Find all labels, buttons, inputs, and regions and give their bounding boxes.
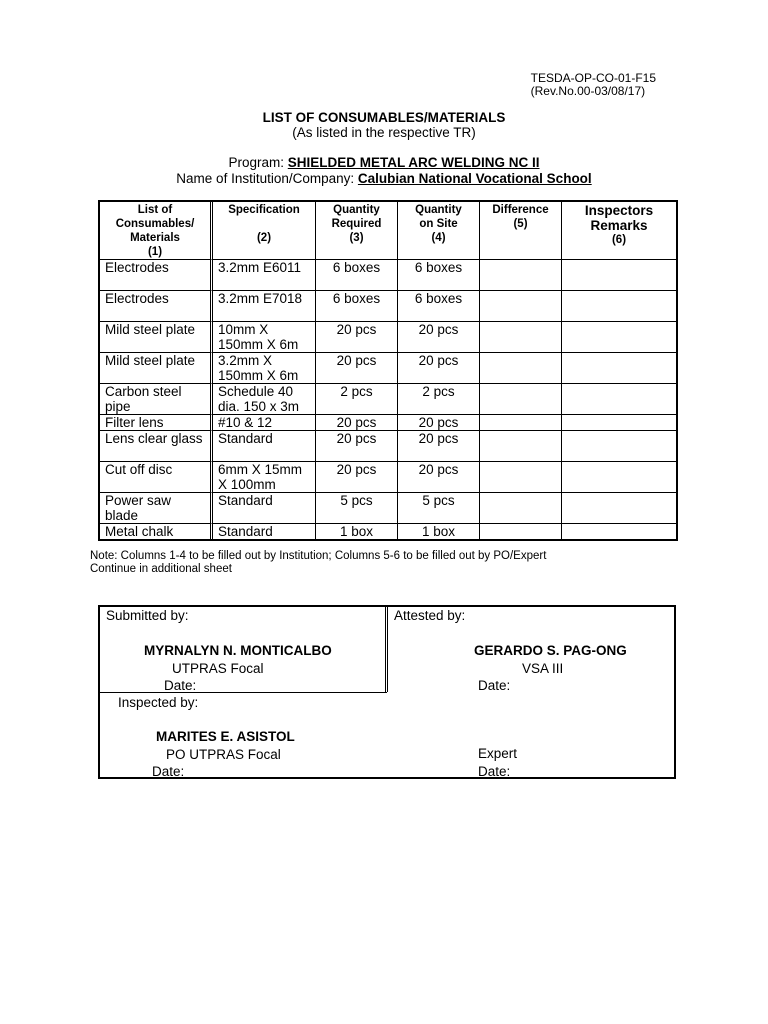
submitted-by-label: Submitted by: [106,608,189,623]
submitted-name: MYRNALYN N. MONTICALBO [144,643,332,658]
cell-difference [480,462,562,493]
cell-quantity-on-site: 20 pcs [398,415,480,431]
program-value: SHIELDED METAL ARC WELDING NC II [287,155,540,170]
header-specification [213,202,316,260]
table-row [100,524,678,539]
submitted-title: UTPRAS Focal [172,661,264,676]
cell-specification: 3.2mm X 150mm X 6m [213,353,316,384]
header-line: List of [137,204,173,216]
cell-quantity-required: 20 pcs [316,353,398,384]
cell-remarks [562,415,678,431]
table-row [100,353,678,384]
header-line: Materials [130,232,180,244]
cell-quantity-on-site: 20 pcs [398,353,480,384]
attested-by-label: Attested by: [394,608,466,623]
cell-remarks [562,260,678,291]
header-difference [480,202,562,260]
document-code [531,72,656,98]
cell-item: Filter lens [100,415,213,431]
institution-line [0,171,768,187]
attested-date: Date: [478,678,511,693]
header-line: on Site [419,218,458,230]
cell-quantity-required: 1 box [316,524,398,539]
cell-quantity-required: 6 boxes [316,291,398,322]
header-line: (5) [513,218,528,230]
cell-specification: 10mm X 150mm X 6m [213,322,316,353]
cell-item: Lens clear glass [100,431,213,462]
cell-specification: #10 & 12 [213,415,316,431]
header-line: (3) [349,232,364,244]
revision-number: (Rev.No.00-03/08/17) [530,84,646,98]
cell-quantity-on-site: 5 pcs [398,493,480,524]
cell-remarks [562,524,678,539]
note-line-2: Continue in additional sheet [90,563,232,575]
inspected-title: PO UTPRAS Focal [166,747,281,762]
table-row [100,415,678,431]
cell-quantity-on-site: 20 pcs [398,462,480,493]
cell-quantity-on-site: 6 boxes [398,260,480,291]
header-line: Inspectors [584,203,654,218]
header-line: (6) [611,234,627,246]
cell-item: Electrodes [100,291,213,322]
divider-horizontal [100,692,387,693]
table-row [100,431,678,462]
expert-date: Date: [478,764,511,779]
cell-quantity-required: 20 pcs [316,322,398,353]
table-row [100,384,678,415]
header-line: Specification [228,204,300,216]
cell-quantity-required: 20 pcs [316,462,398,493]
cell-remarks [562,384,678,415]
cell-difference [480,322,562,353]
cell-difference [480,415,562,431]
header-line: Quantity [333,204,380,216]
header-list-of-consumables [100,202,213,260]
cell-quantity-required: 2 pcs [316,384,398,415]
cell-item: Electrodes [100,260,213,291]
materials-table [98,200,678,541]
header-quantity-required [316,202,398,260]
cell-item: Metal chalk [100,524,213,539]
cell-specification: Standard [213,524,316,539]
cell-specification: Schedule 40 dia. 150 x 3m [213,384,316,415]
cell-remarks [562,462,678,493]
cell-item: Carbon steel pipe [100,384,213,415]
divider-vertical [385,607,388,692]
inspected-by-label: Inspected by: [118,695,199,710]
cell-specification: Standard [213,431,316,462]
note-line-1: Note: Columns 1-4 to be filled out by Institution; Columns 5-6 to be filled out by PO/Expert [90,550,547,562]
header-inspectors-remarks [562,202,678,260]
program-line [0,155,768,171]
header-quantity-on-site [398,202,480,260]
table-row [100,493,678,524]
cell-quantity-required: 5 pcs [316,493,398,524]
cell-specification: Standard [213,493,316,524]
note [90,550,546,576]
cell-remarks [562,493,678,524]
header-line: Quantity [415,204,462,216]
cell-item: Mild steel plate [100,322,213,353]
cell-item: Cut off disc [100,462,213,493]
header-line: Remarks [590,218,648,233]
table-row [100,260,678,291]
cell-quantity-required: 20 pcs [316,431,398,462]
cell-quantity-on-site: 6 boxes [398,291,480,322]
institution-value: Calubian National Vocational School [357,171,592,186]
header-line: Required [331,218,382,230]
page-title: LIST OF CONSUMABLES/MATERIALS [262,110,506,125]
cell-difference [480,260,562,291]
table-row [100,322,678,353]
inspected-name: MARITES E. ASISTOL [156,729,295,744]
signature-box [98,605,676,779]
cell-specification: 3.2mm E6011 [213,260,316,291]
cell-quantity-on-site: 20 pcs [398,322,480,353]
cell-item: Mild steel plate [100,353,213,384]
cell-quantity-on-site: 20 pcs [398,431,480,462]
title-block [0,110,768,187]
page-subtitle: (As listed in the respective TR) [292,125,476,140]
header-line: Difference [492,204,549,216]
cell-quantity-required: 20 pcs [316,415,398,431]
attested-title: VSA III [522,661,564,676]
expert-title: Expert [478,746,518,761]
header-line: (1) [147,246,163,258]
header-line: (4) [431,232,446,244]
cell-difference [480,431,562,462]
institution-label: Name of Institution/Company: [176,171,355,186]
cell-difference [480,524,562,539]
cell-remarks [562,431,678,462]
cell-difference [480,291,562,322]
cell-difference [480,384,562,415]
table-row [100,462,678,493]
cell-specification: 3.2mm E7018 [213,291,316,322]
attested-name: GERARDO S. PAG-ONG [474,643,627,658]
cell-remarks [562,353,678,384]
cell-remarks [562,322,678,353]
header-line: (2) [256,232,272,244]
header-line: Consumables/ [115,218,195,230]
cell-difference [480,493,562,524]
program-label: Program: [228,155,284,170]
cell-quantity-required: 6 boxes [316,260,398,291]
cell-specification: 6mm X 15mm X 100mm [213,462,316,493]
cell-remarks [562,291,678,322]
submitted-date: Date: [164,678,197,693]
inspected-date: Date: [152,764,185,779]
cell-quantity-on-site: 1 box [398,524,480,539]
cell-quantity-on-site: 2 pcs [398,384,480,415]
cell-difference [480,353,562,384]
table-row [100,291,678,322]
form-number: TESDA-OP-CO-01-F15 [530,71,656,85]
table-header-row [100,202,678,260]
cell-item: Power saw blade [100,493,213,524]
